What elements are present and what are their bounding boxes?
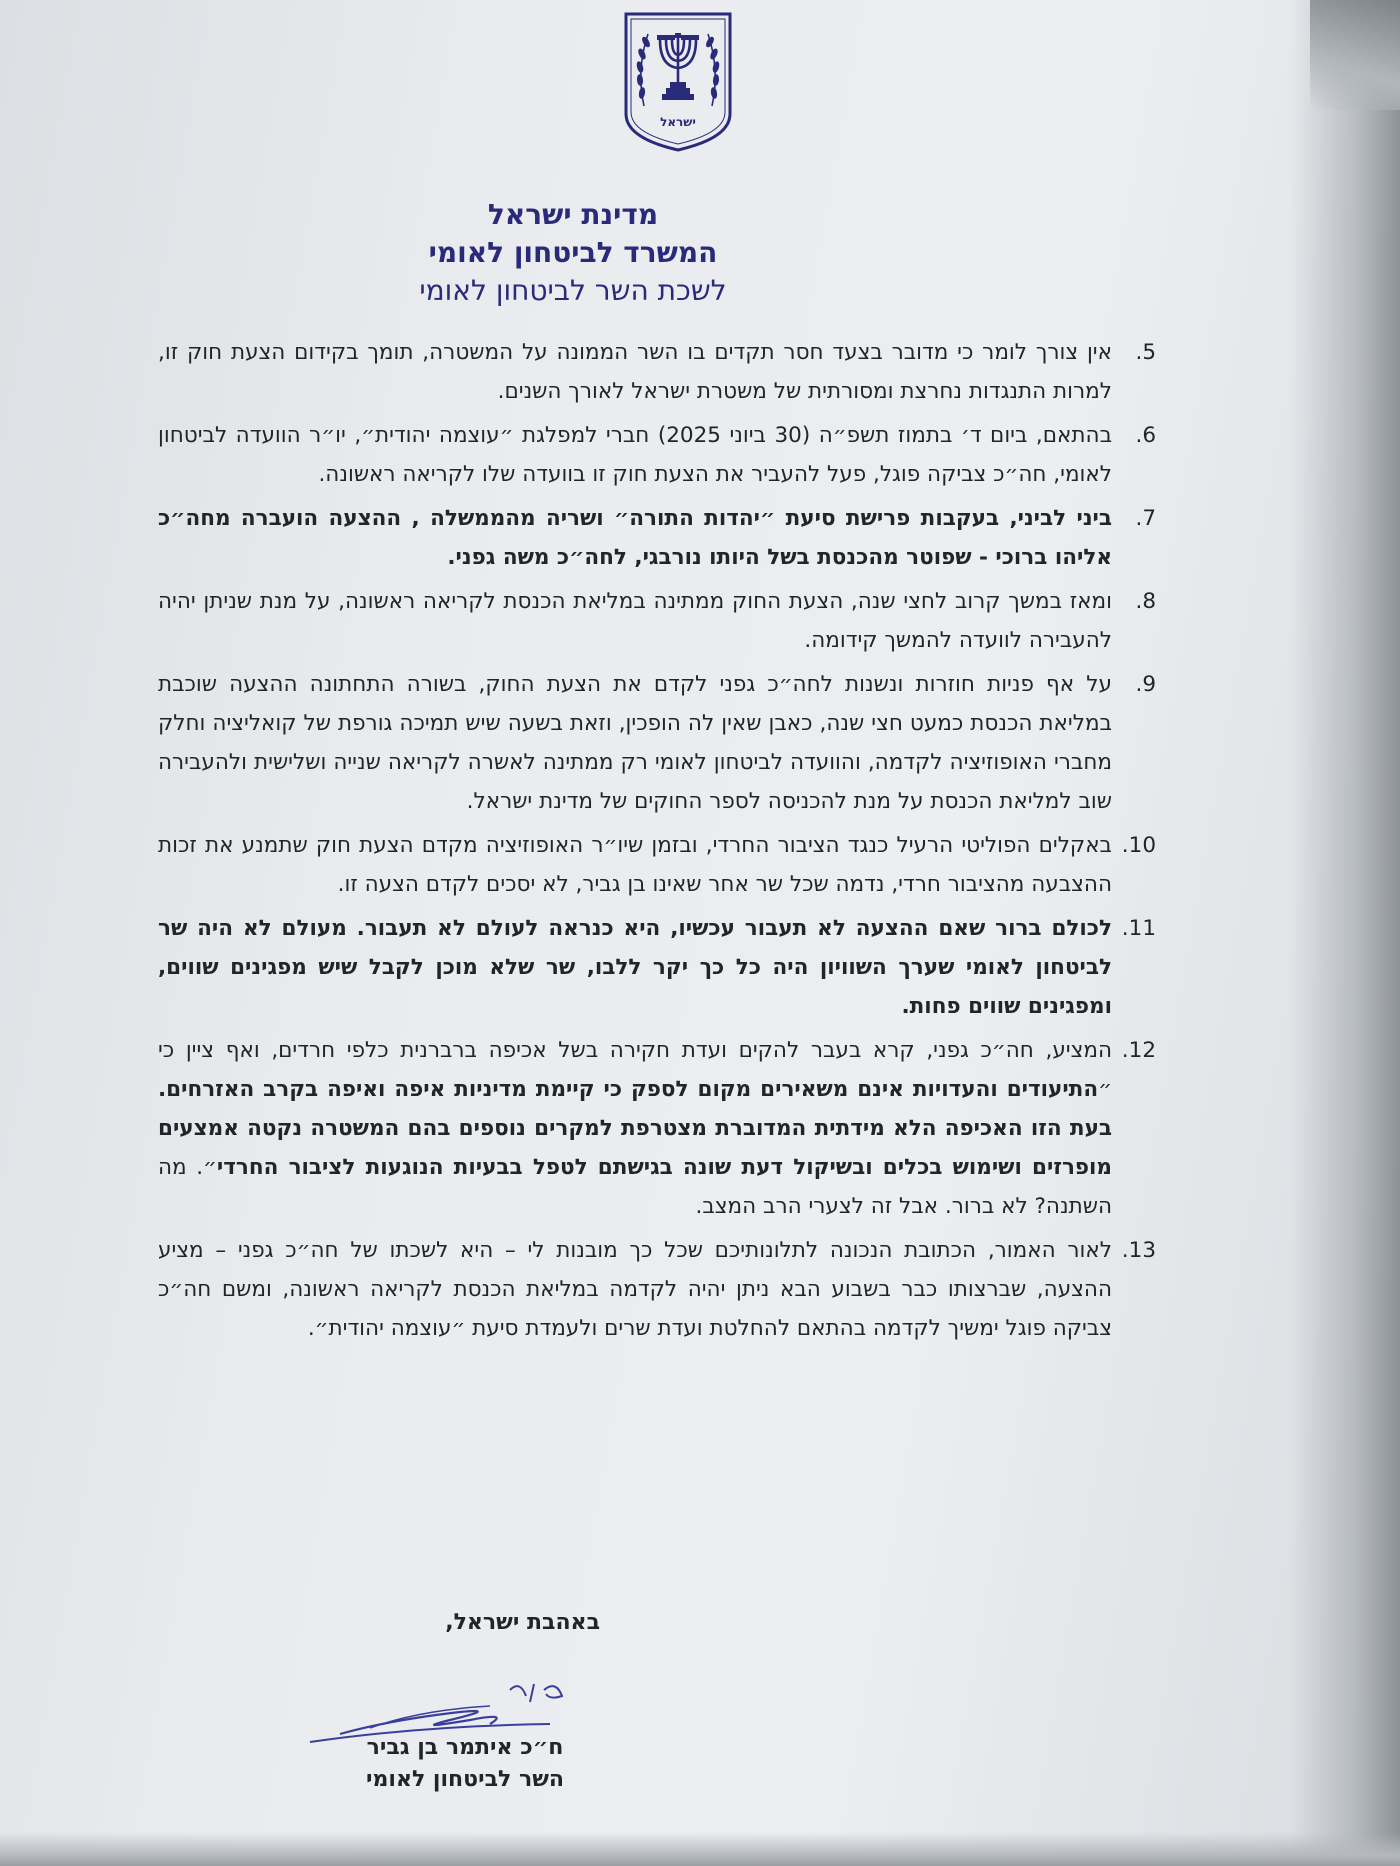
paragraph-number: 12. <box>1121 1038 1156 1063</box>
paragraph-text: ביני לביני, בעקבות פרישת סיעת ״יהדות התורה״ ושריה מהממשלה , ההצעה הועברה מחה״כ אליהו ברוכי - שפוטר מהכנסת בשל היותו נורבגי, לחה״כ משה גפני. <box>158 506 1112 570</box>
paragraph-text: באקלים הפוליטי הרעיל כנגד הציבור החרדי, ובזמן שיו״ר האופוזיציה מקדם הצעת חוק שתמנע את זכות ההצבעה מהציבור חרדי, נדמה שכל שר אחר שאינו בן גביר, לא יסכים לקדם הצעה זו. <box>158 833 1112 897</box>
svg-text:ישראל: ישראל <box>660 115 696 129</box>
page-bottom-edge <box>0 1832 1400 1866</box>
letterhead-state: מדינת ישראל <box>487 198 659 231</box>
quoted-bold-text: התיעודים והעדויות אינם משאירים מקום לספק כי קיימת מדיניות איפה ואיפה בקרב האזרחים. בעת הזו האכיפה הלא מידתית המדוברת מצטרפת למקרים נוספים בהם המשטרה נקטה אמצעים מופרזים ושימוש בכלים ובשיקול דעת שונה בגישתם לטפל בבעיות הנוגעות לציבור החרדי <box>158 1077 1112 1180</box>
paragraph-8 <box>158 582 1156 660</box>
letterhead-ministry: המשרד לביטחון לאומי <box>428 236 718 269</box>
paragraph-text: אין צורך לומר כי מדובר בצעד חסר תקדים בו השר הממונה על המשטרה, תומך בקידום הצעת חוק זו, למרות התנגדות נחרצת ומסורתית של משטרת ישראל לאורך השנים. <box>158 340 1112 404</box>
paragraph-number: 10. <box>1121 833 1156 858</box>
paragraph-12 <box>158 1031 1156 1226</box>
letterhead-office: לשכת השר לביטחון לאומי <box>419 274 727 307</box>
paragraph-text-part: ״. מה השתנה? לא ברור. אבל זה לצערי הרב המצב. <box>158 1155 1112 1219</box>
closing-line: באהבת ישראל, <box>445 1610 600 1635</box>
paragraph-6 <box>158 416 1156 494</box>
paragraph-number: 11. <box>1121 916 1156 941</box>
paragraph-text: על אף פניות חוזרות ונשנות לחה״כ גפני לקדם את הצעת החוק, בשורה התחתונה ההצעה שוכבת במליאת הכנסת כמעט חצי שנה, כאבן שאין לה הופכין, וזאת בשעה שיש תמיכה גורפת של קואליציה וחלק מחברי האופוזיציה לקדמה, והוועדה לביטחון לאומי רק ממתינה לאשרה לקריאה שנייה ושלישית ולהעבירה שוב למליאת הכנסת על מנת להכניסה לספר החוקים של מדינת ישראל. <box>158 672 1112 814</box>
paragraph-number: 8. <box>1135 589 1156 614</box>
paragraph-10 <box>158 826 1156 904</box>
signer-name: ח״כ איתמר בן גביר <box>366 1735 564 1760</box>
paragraph-number: 13. <box>1121 1238 1156 1263</box>
paragraph-text: לכולם ברור שאם ההצעה לא תעבור עכשיו, היא כנראה לעולם לא תעבור. מעולם לא היה שר לביטחון לאומי שערך השוויון היה כל כך יקר ללבו, שר שלא מוכן לקבל שיש מפגינים שווים, ומפגינים שווים פחות. <box>158 916 1112 1019</box>
paragraph-text-part: המציע, חה״כ גפני, קרא בעבר להקים ועדת חקירה בשל אכיפה ברברנית כלפי חרדים, ואף ציין כי ״ <box>158 1038 1112 1102</box>
paragraph-text: בהתאם, ביום ד׳ בתמוז תשפ״ה (30 ביוני 2025) חברי למפלגת ״עוצמה יהודית״, יו״ר הוועדה לביטחון לאומי, חה״כ צביקה פוגל, פעל להעביר את הצעת חוק זו בוועדה שלו לקריאה ראשונה. <box>158 423 1112 487</box>
signer-title: השר לביטחון לאומי <box>366 1767 564 1792</box>
letterhead <box>300 196 846 310</box>
page-shadow-edge <box>1290 0 1400 1866</box>
paragraph-number: 9. <box>1135 672 1156 697</box>
state-emblem-icon <box>622 10 734 153</box>
signer-block <box>340 1732 590 1796</box>
paragraph-5 <box>158 333 1156 411</box>
letter-body <box>158 333 1156 1353</box>
paragraph-text <box>158 1031 1112 1226</box>
paragraph-number: 6. <box>1135 423 1156 448</box>
paragraph-13 <box>158 1231 1156 1348</box>
paragraph-9 <box>158 665 1156 821</box>
paragraph-number: 7. <box>1135 506 1156 531</box>
page-corner-fold <box>1310 0 1400 110</box>
paragraph-text: לאור האמור, הכתובת הנכונה לתלונותיכם שכל כך מובנות לי – היא לשכתו של חה״כ גפני – מציע ההצעה, שברצותו כבר בשבוע הבא ניתן יהיה לקדמה במליאת הכנסת לקריאה ראשונה, ומשם חה״כ צביקה פוגל ימשיך לקדמה בהתאם להחלטת ועדת שרים ולעמדת סיעת ״עוצמה יהודית״. <box>158 1238 1112 1341</box>
paragraph-text: ומאז במשך קרוב לחצי שנה, הצעת החוק ממתינה במליאת הכנסת לקריאה ראשונה, על מנת שניתן יהיה להעבירה לוועדה להמשך קידומה. <box>158 589 1112 653</box>
paragraph-number: 5. <box>1135 340 1156 365</box>
paragraph-11 <box>158 909 1156 1026</box>
paragraph-7 <box>158 499 1156 577</box>
